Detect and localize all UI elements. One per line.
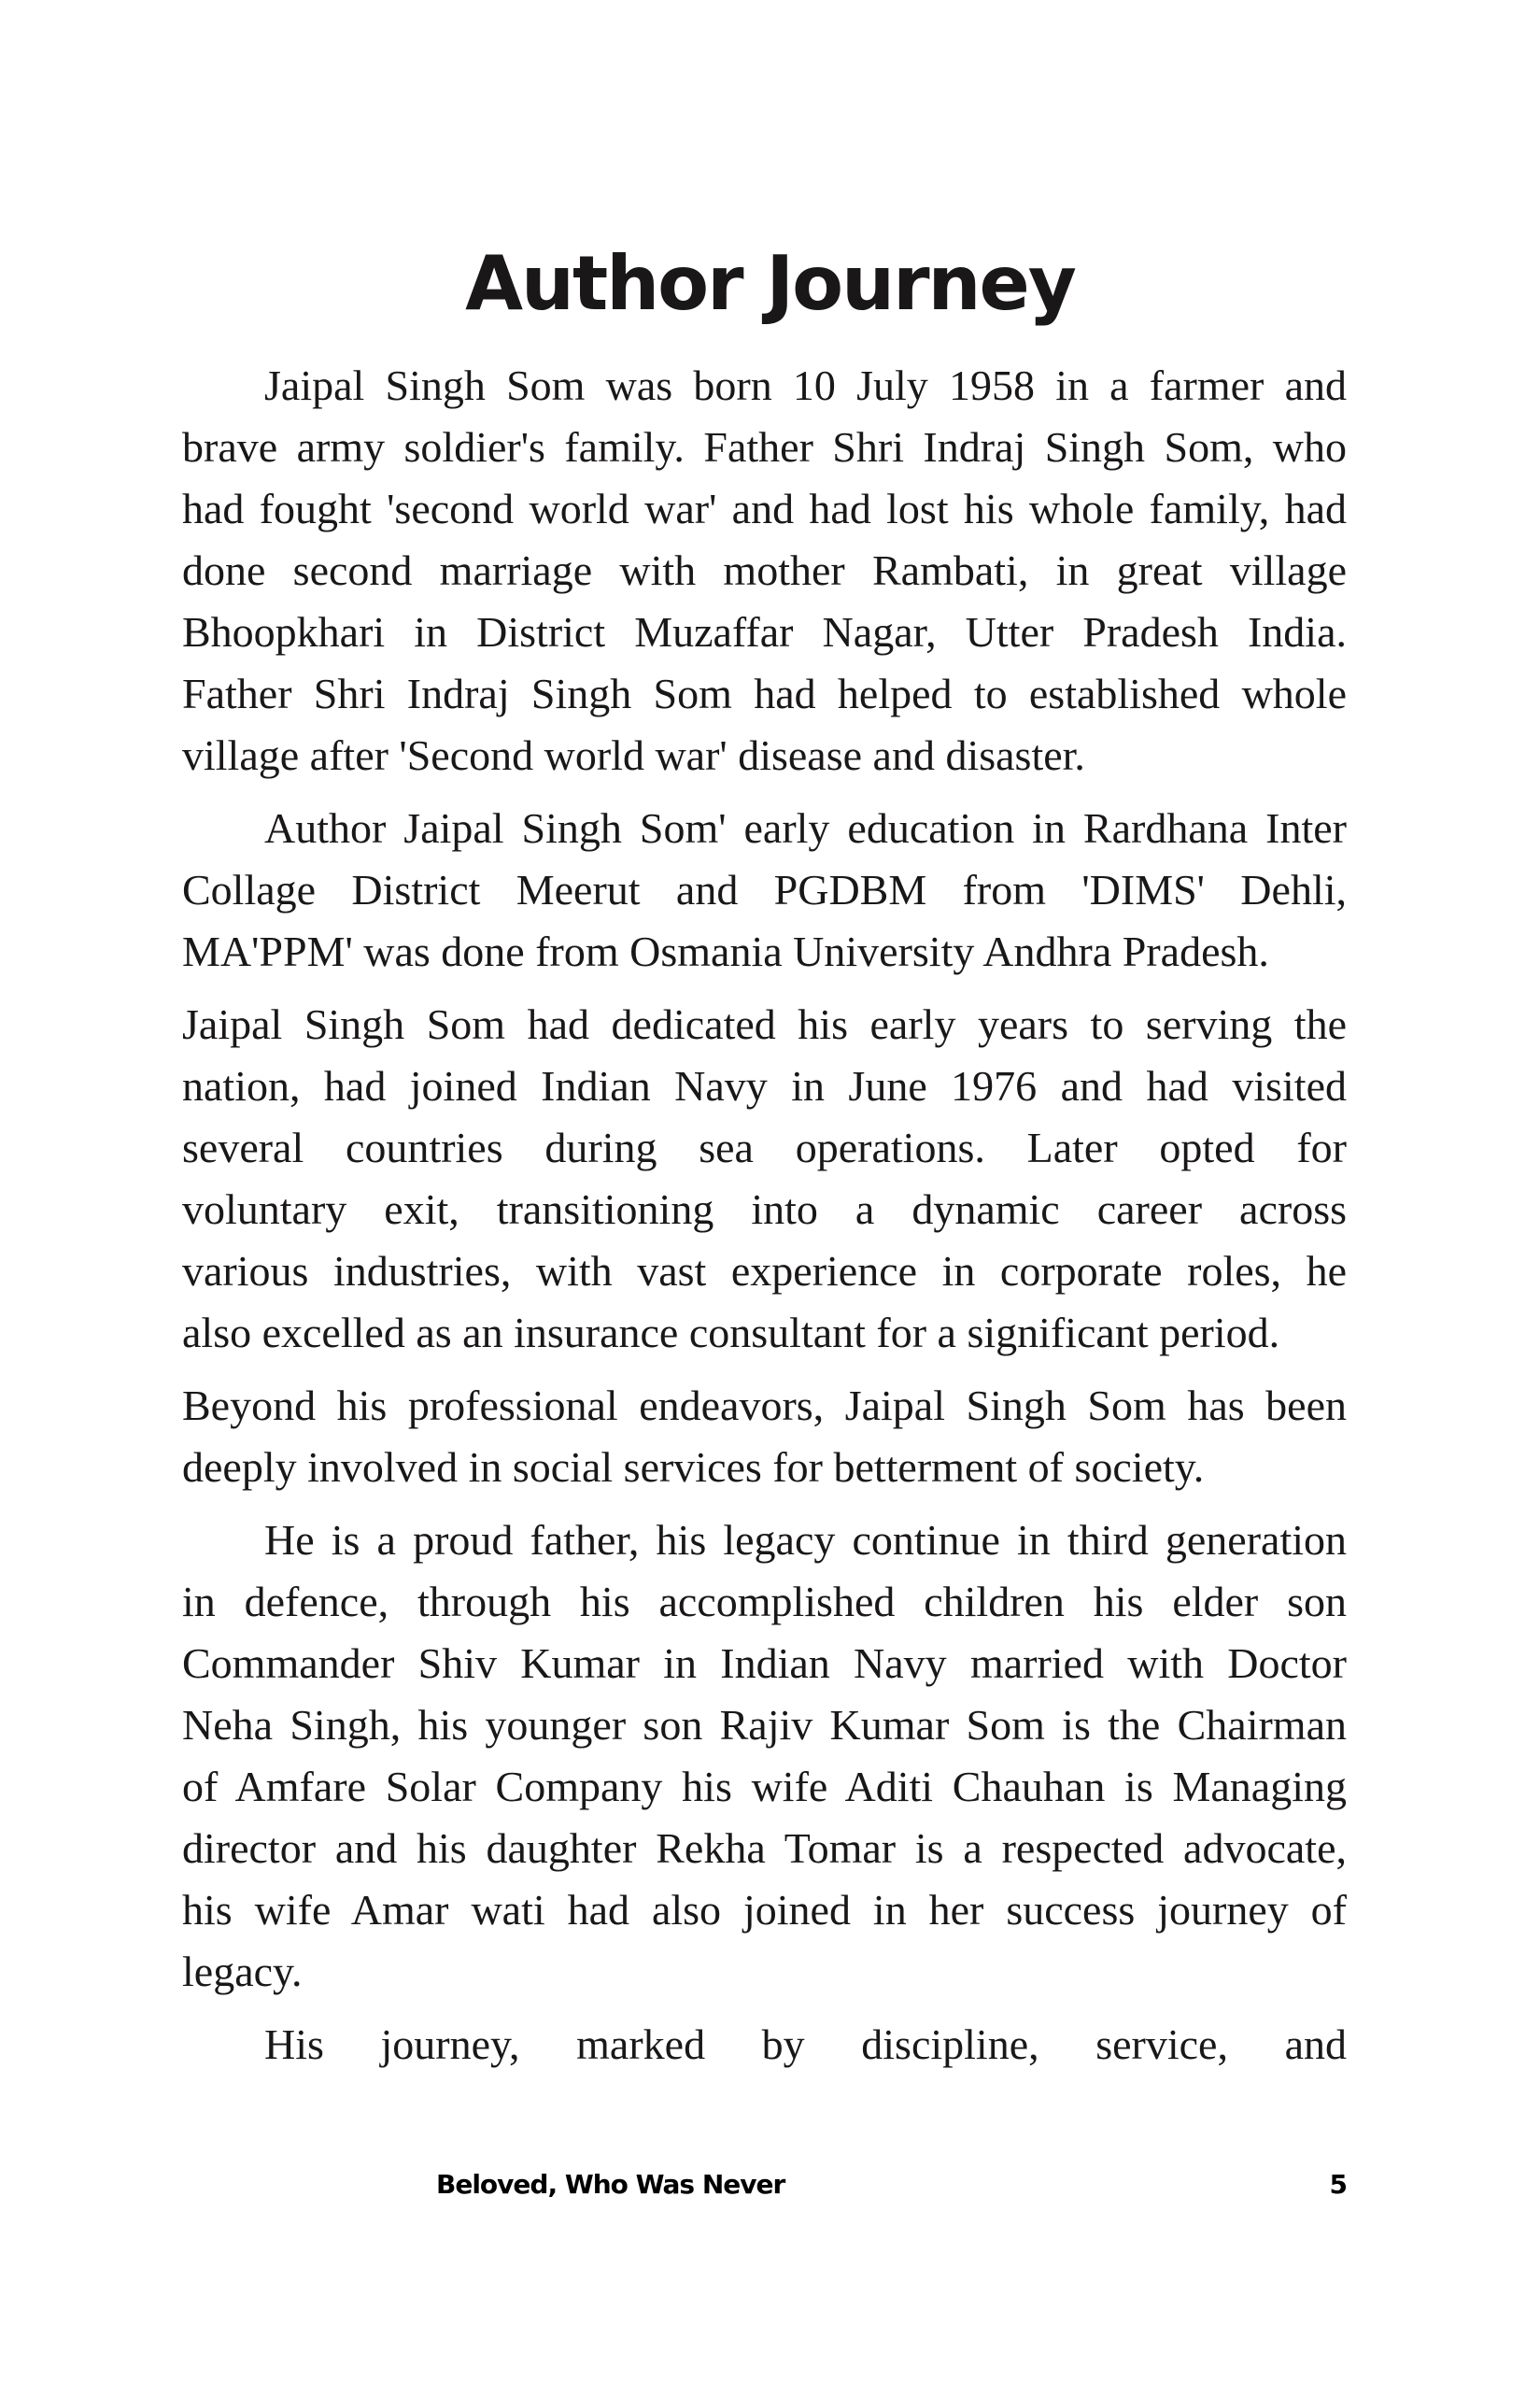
body-text	[182, 355, 1347, 2087]
text-line: Jaipal Singh Som had dedicated his early years to serving the	[182, 1000, 1347, 1048]
paragraph-birth	[182, 355, 1347, 787]
text-line: in defence, through his accomplished children his elder son	[182, 1578, 1347, 1625]
paragraph-social-service	[182, 1375, 1347, 1498]
text-line: of Amfare Solar Company his wife Aditi Chauhan is Managing	[182, 1763, 1347, 1810]
text-line: Commander Shiv Kumar in Indian Navy married with Doctor	[182, 1639, 1347, 1687]
text-line: Jaipal Singh Som was born 10 July 1958 in a farmer and	[264, 361, 1347, 409]
paragraph-career	[182, 994, 1347, 1364]
text-line: director and his daughter Rekha Tomar is a respected advocate,	[182, 1824, 1347, 1872]
page-number: 5	[1329, 2169, 1347, 2200]
text-line: deeply involved in social services for betterment of society.	[182, 1443, 1205, 1491]
text-line: Bhoopkhari in District Muzaffar Nagar, Utter Pradesh India.	[182, 608, 1347, 656]
text-line: Author Jaipal Singh Som' early education in Rardhana Inter	[264, 804, 1347, 852]
text-line: MA'PPM' was done from Osmania University Andhra Pradesh.	[182, 928, 1269, 975]
text-line: various industries, with vast experience in corporate roles, he	[182, 1247, 1347, 1295]
paragraph-education	[182, 798, 1347, 983]
text-line: Collage District Meerut and PGDBM from 'DIMS' Dehli,	[182, 866, 1347, 914]
text-line: had fought 'second world war' and had lost his whole family, had	[182, 485, 1347, 532]
text-line: He is a proud father, his legacy continue in third generation	[264, 1516, 1347, 1564]
paragraph-family	[182, 1509, 1347, 2003]
text-line: his wife Amar wati had also joined in her success journey of	[182, 1886, 1347, 1934]
text-line: Father Shri Indraj Singh Som had helped to established whole	[182, 670, 1347, 717]
paragraph-journey	[182, 2014, 1347, 2076]
text-line: done second marriage with mother Rambati, in great village	[182, 546, 1347, 594]
running-footer-book-title: Beloved, Who Was Never	[436, 2169, 785, 2200]
text-line: His journey, marked by discipline, service, and	[264, 2020, 1347, 2068]
text-line: also excelled as an insurance consultant for a significant period.	[182, 1309, 1280, 1356]
text-line: legacy.	[182, 1948, 303, 1995]
text-line: brave army soldier's family. Father Shri Indraj Singh Som, who	[182, 423, 1347, 471]
text-line: Beyond his professional endeavors, Jaipal Singh Som has been	[182, 1382, 1347, 1429]
text-line: voluntary exit, transitioning into a dynamic career across	[182, 1185, 1347, 1233]
text-line: Neha Singh, his younger son Rajiv Kumar Som is the Chairman	[182, 1701, 1347, 1749]
text-line: village after 'Second world war' disease and disaster.	[182, 731, 1085, 779]
text-line: several countries during sea operations. Later opted for	[182, 1124, 1347, 1171]
text-line: nation, had joined Indian Navy in June 1976 and had visited	[182, 1062, 1347, 1110]
page-title: Author Journey	[465, 239, 1075, 327]
page-footer	[436, 2169, 1347, 2210]
